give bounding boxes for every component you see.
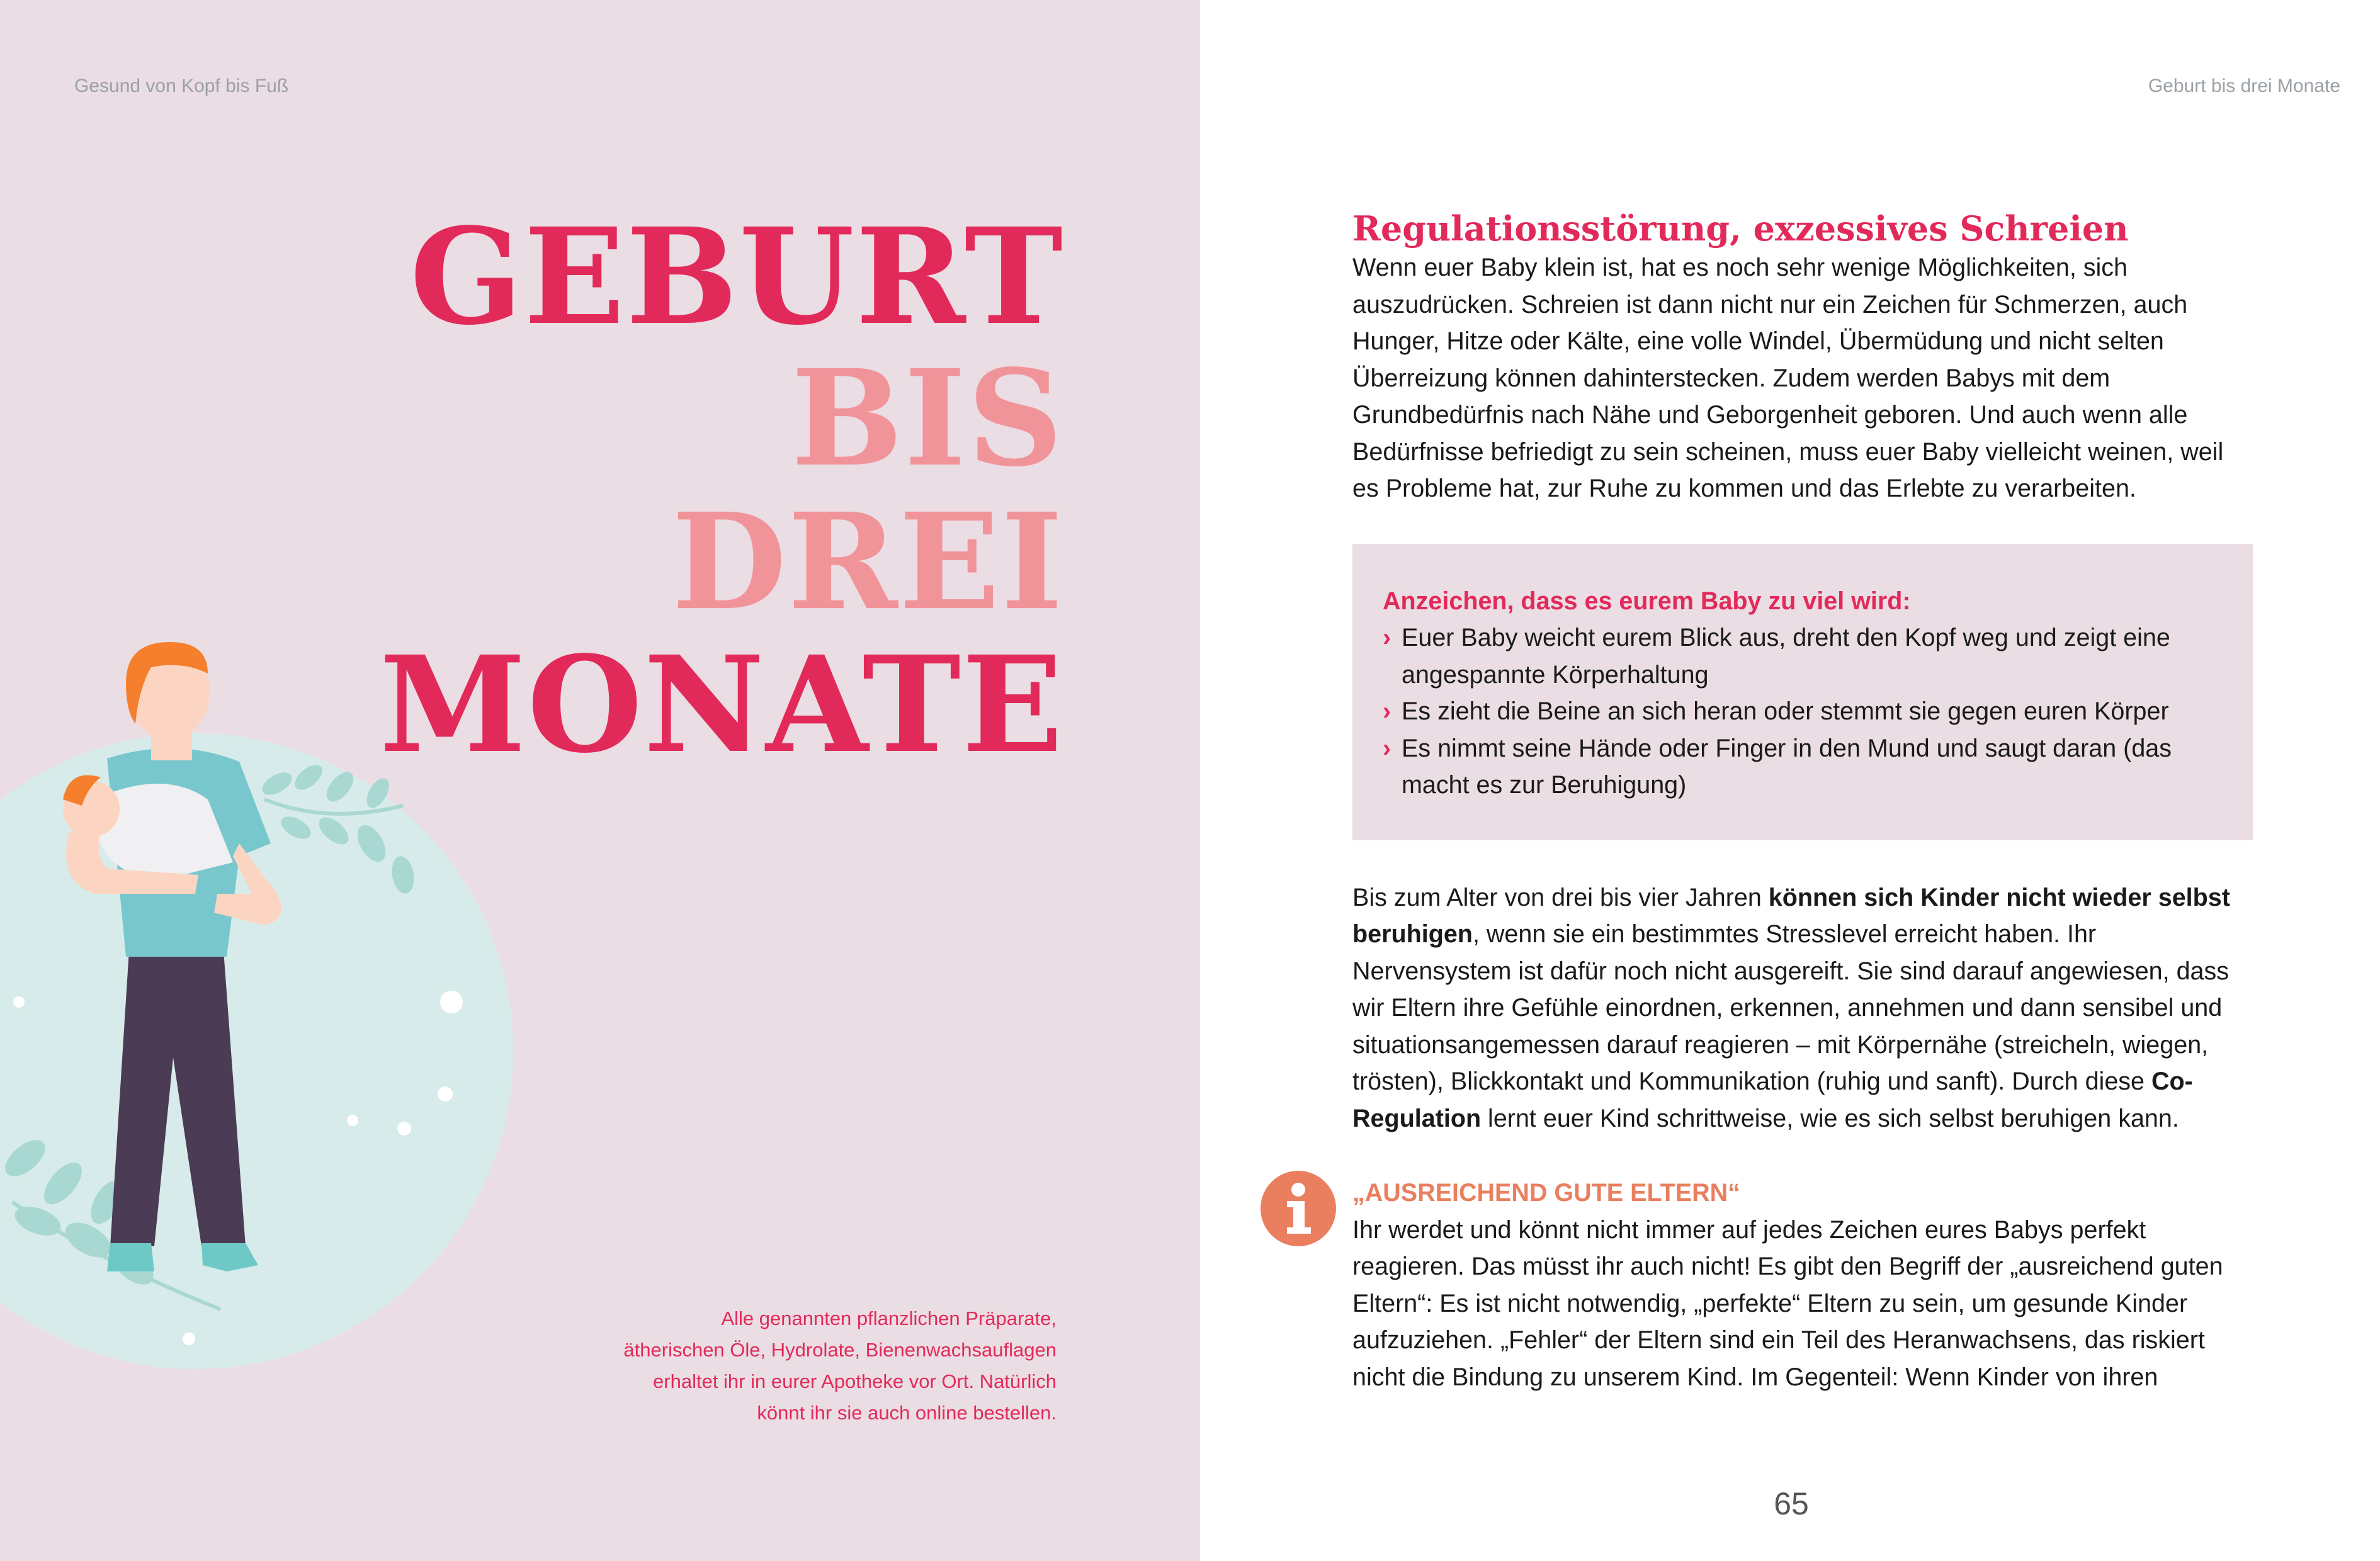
chapter-title-line-1: GEBURT	[409, 199, 1064, 354]
signs-list-item-text: Es zieht die Beine an sich heran oder stemmt sie gegen euren Körper	[1402, 697, 2169, 725]
intro-paragraph: Wenn euer Baby klein ist, hat es noch sehr wenige Möglichkeiten, sich auszudrücken. Schreien ist dann nicht nur ein Zeichen für Schmerzen, auch Hunger, Hitze oder Kälte, eine volle Windel, Übermüdung und nicht selten Überreizung können dahinterstecken. Zudem werden Babys mit dem Grundbedürfnis nach Nähe und Geborgenheit geboren. Und auch wenn alle Bedürfnisse befriedigt zu sein scheinen, muss euer Baby vielleicht weinen, weil es Probleme hat, zur Ruhe zu kommen und das Erlebte zu verarbeiten.	[1352, 254, 2224, 502]
signs-list-item-text: Es nimmt seine Hände oder Finger in den Mund und saugt daran (das macht es zur Beruhigung)	[1402, 734, 2172, 799]
info-title: „AUSREICHEND GUTE ELTERN“	[1352, 1179, 1740, 1207]
chapter-title-line-2: BIS	[791, 341, 1064, 496]
signs-list-item	[1383, 619, 2223, 693]
chapter-title-line-4: MONATE	[379, 627, 1064, 782]
signs-box	[1352, 544, 2253, 840]
sidenote: Alle genannten pflanzlichen Präparate, ätherischen Öle, Hydrolate, Bienenwachsauflagen erhaltet ihr in eurer Apotheke vor Ort. Natürlich könnt ihr sie auch online bestellen.	[623, 1307, 1057, 1424]
right-page	[1200, 0, 2380, 1561]
running-head-left: Gesund von Kopf bis Fuß	[74, 76, 289, 96]
section-title: Regulationsstörung, exzessives Schreien	[1352, 208, 2129, 249]
chevron-right-icon: ›	[1383, 734, 1391, 762]
co-regulation-paragraph	[1352, 879, 2253, 1137]
info-icon	[1259, 1169, 1337, 1248]
paragraph-text: lernt euer Kind schrittweise, wie es sich selbst beruhigen kann.	[1481, 1104, 2179, 1132]
page-number: 65	[1774, 1486, 1809, 1521]
chevron-right-icon: ›	[1383, 697, 1391, 725]
paragraph-bold-text: können sich Kinder nicht wieder selbst beruhigen	[1352, 883, 2230, 948]
info-text: Ihr werdet und könnt nicht immer auf jedes Zeichen eures Babys perfekt reagieren. Das müsst ihr auch nicht! Es gibt den Begriff der „ausreichend guten Eltern“: Es ist nicht notwendig, „perfekte“ Eltern zu sein, um gesunde Kinder aufzuziehen. „Fehler“ der Eltern sind ein Teil des Heranwachsens, das riskiert nicht die Bindung zu unserem Kind. Im Gegenteil: Wenn Kinder von ihren	[1352, 1215, 2223, 1391]
paragraph-text: , wenn sie ein bestimmtes Stresslevel erreicht haben. Ihr Nervensystem ist dafür noch nicht ausgereift. Sie sind darauf angewiesen, dass wir Eltern ihre Gefühle einordnen, erkennen, annehmen und dann sensibel und situationsangemessen darauf reagieren – mit Körpernähe (streicheln, wiegen, trösten), Blickkontakt und Kommunikation (ruhig und sanft). Durch diese	[1352, 920, 2230, 1095]
running-head-right: Geburt bis drei Monate	[2148, 76, 2340, 96]
signs-list-item	[1383, 730, 2223, 804]
info-box	[1352, 1175, 2253, 1395]
signs-list-item-text: Euer Baby weicht eurem Blick aus, dreht den Kopf weg und zeigt eine angespannte Körperhaltung	[1402, 624, 2170, 689]
chevron-right-icon: ›	[1383, 624, 1391, 651]
chapter-title-line-3: DREI	[672, 484, 1064, 640]
paragraph-text: Bis zum Alter von drei bis vier Jahren	[1352, 883, 1769, 911]
main-content	[1352, 208, 2253, 1395]
signs-list-item	[1383, 693, 2223, 730]
paragraph-bold-text: Co-Regulation	[1352, 1068, 2193, 1132]
signs-box-title: Anzeichen, dass es eurem Baby zu viel wird:	[1383, 587, 1911, 615]
